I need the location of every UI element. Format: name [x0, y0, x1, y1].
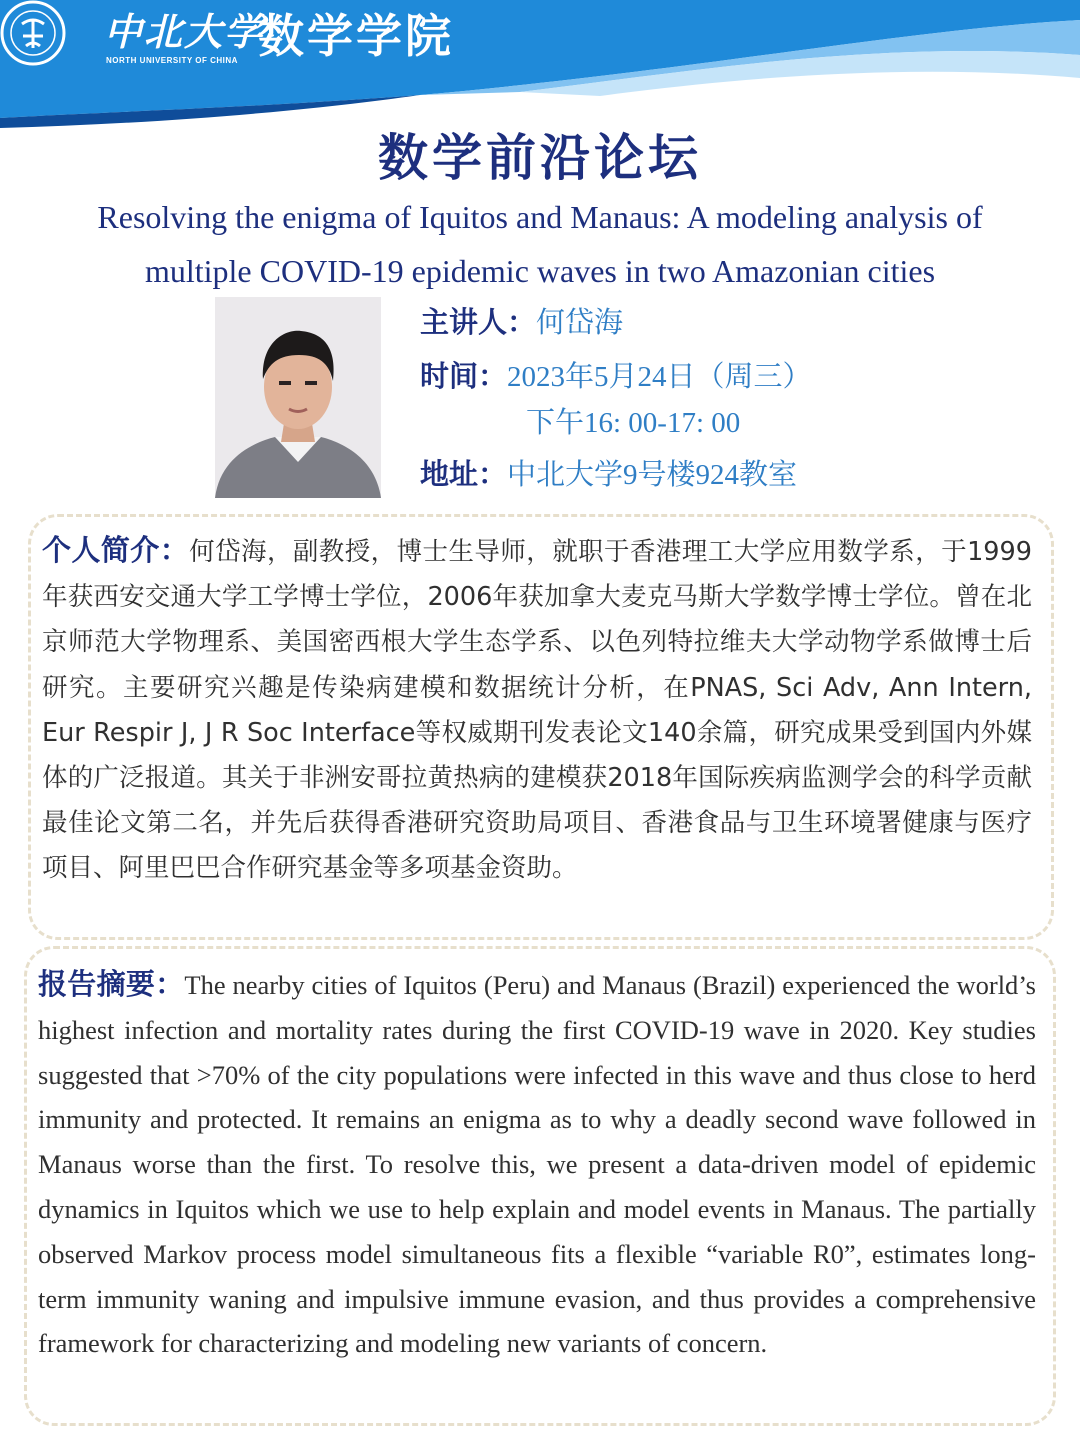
event-address: 中北大学9号楼924教室	[507, 459, 798, 491]
speaker-row	[420, 302, 623, 343]
university-name-english: NORTH UNIVERSITY OF CHINA	[106, 56, 238, 65]
event-time: 下午16: 00-17: 00	[526, 407, 741, 439]
abstract-section	[38, 962, 1036, 1366]
school-name: 数学学院	[258, 9, 454, 63]
speaker-photo	[215, 297, 381, 498]
time-label: 时间：	[420, 359, 508, 393]
address-label: 地址：	[420, 457, 508, 491]
time-row	[526, 402, 740, 443]
date-row	[420, 356, 812, 397]
event-date: 2023年5月24日（周三）	[507, 361, 812, 393]
talk-title-line-1: Resolving the enigma of Iquitos and Manaus: A modeling analysis of	[97, 199, 983, 235]
university-name-logo: 中北大学	[104, 9, 265, 54]
bio-text: 何岱海，副教授，博士生导师，就职于香港理工大学应用数学系，于1999年获西安交通大学工学博士学位，2006年获加拿大麦克马斯大学数学博士学位。曾在北京师范大学物理系、美国密西根大学生态学系、以色列特拉维夫大学动物学系做博士后研究。主要研究兴趣是传染病建模和数据统计分析，在PNAS, Sci Adv, Ann Intern, Eur Respir J, J R Soc Interface等权威期刊发表论文140余篇，研究成果受到国内外媒体的广泛报道。其关于非洲安哥拉黄热病的建模获2018年国际疾病监测学会的科学贡献最佳论文第二名，并先后获得香港研究资助局项目、香港食品与卫生环境署健康与医疗项目、阿里巴巴合作研究基金等多项基金资助。	[42, 537, 1032, 884]
speaker-portrait-icon	[215, 297, 381, 498]
bio-label: 个人简介：	[42, 533, 190, 567]
speaker-name: 何岱海	[536, 307, 624, 339]
abstract-text: The nearby cities of Iquitos (Peru) and Manaus (Brazil) experienced the world’s highest infection and mortality rates during the first COVID-19 wave in 2020. Key studies suggested that >70% of the city populations were infected in this wave and thus close to herd immunity and protected. It remains an enigma as to why a deadly second wave followed in Manaus worse than the first. To resolve this, we present a data-driven model of epidemic dynamics in Iquitos which we use to help explain and model events in Manaus. The partially observed Markov process model simultaneous fits a flexible “variable R0”, estimates long-term immunity waning and impulsive immune evasion, and thus provides a comprehensive framework for characterizing and modeling new variants of concern.	[38, 970, 1036, 1359]
bio-section	[42, 528, 1032, 892]
talk-title	[40, 190, 1040, 298]
university-seal-icon	[0, 0, 66, 66]
talk-title-line-2: multiple COVID-19 epidemic waves in two Amazonian cities	[144, 253, 936, 289]
speaker-label: 主讲人：	[420, 305, 537, 339]
address-row	[420, 454, 797, 495]
abstract-label: 报告摘要：	[38, 967, 185, 1001]
forum-title: 数学前沿论坛	[378, 128, 702, 187]
header-banner	[0, 0, 1080, 130]
